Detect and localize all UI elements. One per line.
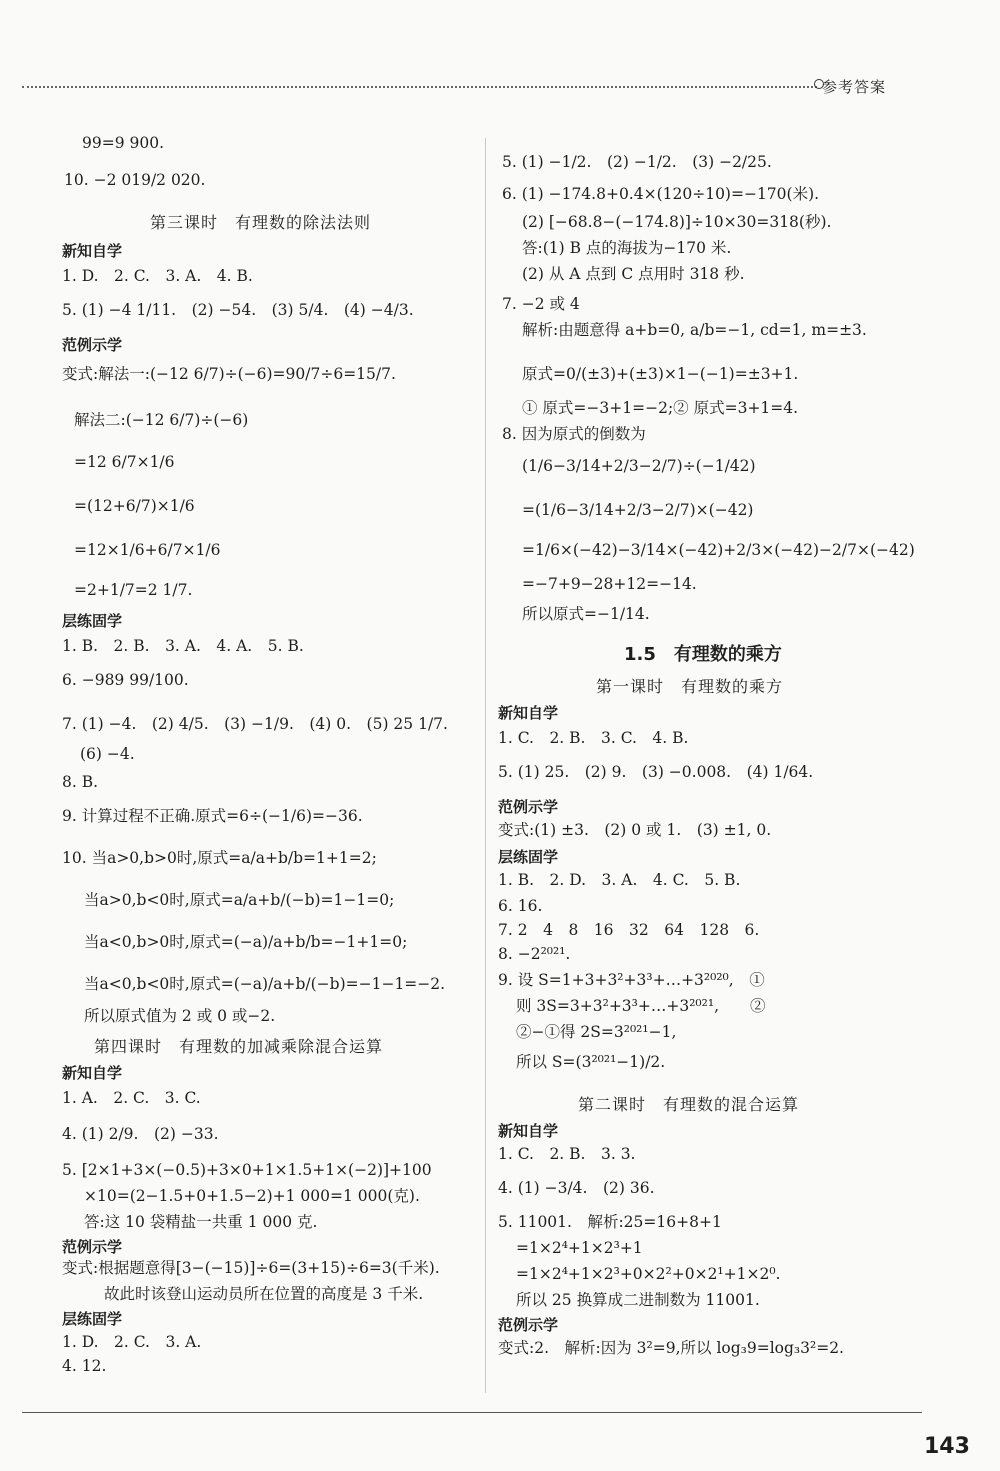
answer-line: 1. D. 2. C. 3. A. 4. B. [62, 267, 253, 285]
answer-line: =12×1/6+6/7×1/6 [74, 541, 221, 559]
answer-line: =12 6/7×1/6 [74, 453, 175, 471]
answer-line: 答:这 10 袋精盐一共重 1 000 克. [84, 1213, 318, 1231]
lesson-title: 第四课时 有理数的加减乘除混合运算 [94, 1037, 384, 1056]
answer-line: 故此时该登山运动员所在位置的高度是 3 千米. [104, 1285, 424, 1303]
answer-line: 1. B. 2. B. 3. A. 4. A. 5. B. [62, 637, 304, 655]
answer-line: ×10=(2−1.5+0+1.5−2)+1 000=1 000(克). [84, 1187, 420, 1205]
section-heading: 范例示学 [498, 798, 559, 816]
section-heading: 新知自学 [62, 1064, 123, 1082]
answer-line: =1×2⁴+1×2³+1 [516, 1239, 643, 1257]
answer-line: 4. (1) 2/9. (2) −33. [62, 1125, 219, 1143]
answer-line: 1. B. 2. D. 3. A. 4. C. 5. B. [498, 871, 741, 889]
page-number: 143 [924, 1434, 970, 1459]
answer-line: 8. −2²⁰²¹. [498, 945, 571, 963]
answer-line: 99=9 900. [82, 134, 165, 152]
answer-line: 解法二:(−12 6/7)÷(−6) [74, 411, 249, 429]
answer-line: 6. (1) −174.8+0.4×(120÷10)=−170(米). [502, 185, 820, 203]
answer-line: 8. 因为原式的倒数为 [502, 425, 646, 443]
answer-line: 6. −989 99/100. [62, 671, 189, 689]
answer-line: 变式:根据题意得[3−(−15)]÷6=(3+15)÷6=3(千米). [62, 1259, 440, 1277]
answer-line: 10. 当a>0,b>0时,原式=a/a+b/b=1+1=2; [62, 849, 377, 867]
answer-line: 1. C. 2. B. 3. 3. [498, 1145, 636, 1163]
answer-line: 6. 16. [498, 897, 543, 915]
section-heading: 范例示学 [62, 336, 123, 354]
section-heading: 层练固学 [62, 612, 123, 630]
answer-line: 1. C. 2. B. 3. C. 4. B. [498, 729, 689, 747]
answer-line: (6) −4. [80, 745, 135, 763]
lesson-title: 1.5 有理数的乘方 [624, 644, 782, 665]
header-dotted-rule [22, 86, 817, 88]
answer-line: 变式:解法一:(−12 6/7)÷(−6)=90/7÷6=15/7. [62, 365, 396, 383]
section-heading: 新知自学 [498, 1122, 559, 1140]
answer-line: (1/6−3/14+2/3−2/7)÷(−1/42) [522, 457, 756, 475]
answer-line: 9. 计算过程不正确.原式=6÷(−1/6)=−36. [62, 807, 363, 825]
answer-line: 1. A. 2. C. 3. C. [62, 1089, 201, 1107]
answer-line: (2) 从 A 点到 C 点用时 318 秒. [522, 265, 745, 283]
answer-line: 9. 设 S=1+3+3²+3³+…+3²⁰²⁰, ① [498, 971, 765, 989]
answer-line: 4. 12. [62, 1357, 107, 1375]
answer-line: 10. −2 019/2 020. [64, 171, 206, 189]
answer-line: 5. 11001. 解析:25=16+8+1 [498, 1213, 722, 1231]
answer-line: 所以 S=(3²⁰²¹−1)/2. [516, 1053, 666, 1071]
answer-line: 当a>0,b<0时,原式=a/a+b/(−b)=1−1=0; [84, 891, 395, 909]
answer-line: =1×2⁴+1×2³+0×2²+0×2¹+1×2⁰. [516, 1265, 781, 1283]
answer-line: 1. D. 2. C. 3. A. [62, 1333, 202, 1351]
answer-line: 5. (1) −4 1/11. (2) −54. (3) 5/4. (4) −4/3. [62, 301, 414, 319]
section-heading: 层练固学 [62, 1310, 123, 1328]
answer-line: 5. (1) −1/2. (2) −1/2. (3) −2/25. [502, 153, 772, 171]
section-heading: 范例示学 [498, 1316, 559, 1334]
lesson-title: 第三课时 有理数的除法法则 [150, 213, 372, 232]
section-heading: 层练固学 [498, 848, 559, 866]
answer-line: =(12+6/7)×1/6 [74, 497, 195, 515]
answer-line: 当a<0,b>0时,原式=(−a)/a+b/b=−1+1=0; [84, 933, 408, 951]
answer-line: 7. (1) −4. (2) 4/5. (3) −1/9. (4) 0. (5) 25 1/7. [62, 715, 448, 733]
answer-line: ① 原式=−3+1=−2;② 原式=3+1=4. [522, 399, 799, 417]
answer-line: ②−①得 2S=3²⁰²¹−1, [516, 1023, 677, 1041]
section-heading: 新知自学 [498, 704, 559, 722]
answer-line: =1/6×(−42)−3/14×(−42)+2/3×(−42)−2/7×(−42) [522, 541, 915, 559]
answer-line: 所以 25 换算成二进制数为 11001. [516, 1291, 760, 1309]
column-divider [485, 138, 486, 1393]
answer-line: 解析:由题意得 a+b=0, a/b=−1, cd=1, m=±3. [522, 321, 867, 339]
answer-line: 4. (1) −3/4. (2) 36. [498, 1179, 655, 1197]
answer-line: 变式:(1) ±3. (2) 0 或 1. (3) ±1, 0. [498, 821, 772, 839]
answer-line: 5. [2×1+3×(−0.5)+3×0+1×1.5+1×(−2)]+100 [62, 1161, 432, 1179]
answer-line: 变式:2. 解析:因为 3²=9,所以 log₃9=log₃3²=2. [498, 1339, 844, 1357]
lesson-title: 第二课时 有理数的混合运算 [578, 1095, 800, 1114]
section-heading: 新知自学 [62, 242, 123, 260]
answer-line: (2) [−68.8−(−174.8)]÷10×30=318(秒). [522, 213, 832, 231]
answer-line: 7. −2 或 4 [502, 295, 580, 313]
answer-line: =−7+9−28+12=−14. [522, 575, 697, 593]
answer-line: =2+1/7=2 1/7. [74, 581, 193, 599]
answer-line: 5. (1) 25. (2) 9. (3) −0.008. (4) 1/64. [498, 763, 814, 781]
header-section-label: 参考答案 [822, 78, 887, 96]
section-heading: 范例示学 [62, 1238, 123, 1256]
answer-line: 所以原式值为 2 或 0 或−2. [84, 1007, 276, 1025]
lesson-title: 第一课时 有理数的乘方 [596, 677, 784, 696]
footer-rule [22, 1412, 922, 1413]
answer-line: 答:(1) B 点的海拔为−170 米. [522, 239, 732, 257]
answer-line: 当a<0,b<0时,原式=(−a)/a+b/(−b)=−1−1=−2. [84, 975, 446, 993]
answer-line: =(1/6−3/14+2/3−2/7)×(−42) [522, 501, 754, 519]
answer-line: 原式=0/(±3)+(±3)×1−(−1)=±3+1. [522, 365, 799, 383]
answer-line: 8. B. [62, 773, 99, 791]
answer-line: 则 3S=3+3²+3³+…+3²⁰²¹, ② [516, 997, 766, 1015]
answer-line: 所以原式=−1/14. [522, 605, 650, 623]
answer-line: 7. 2 4 8 16 32 64 128 6. [498, 921, 760, 939]
